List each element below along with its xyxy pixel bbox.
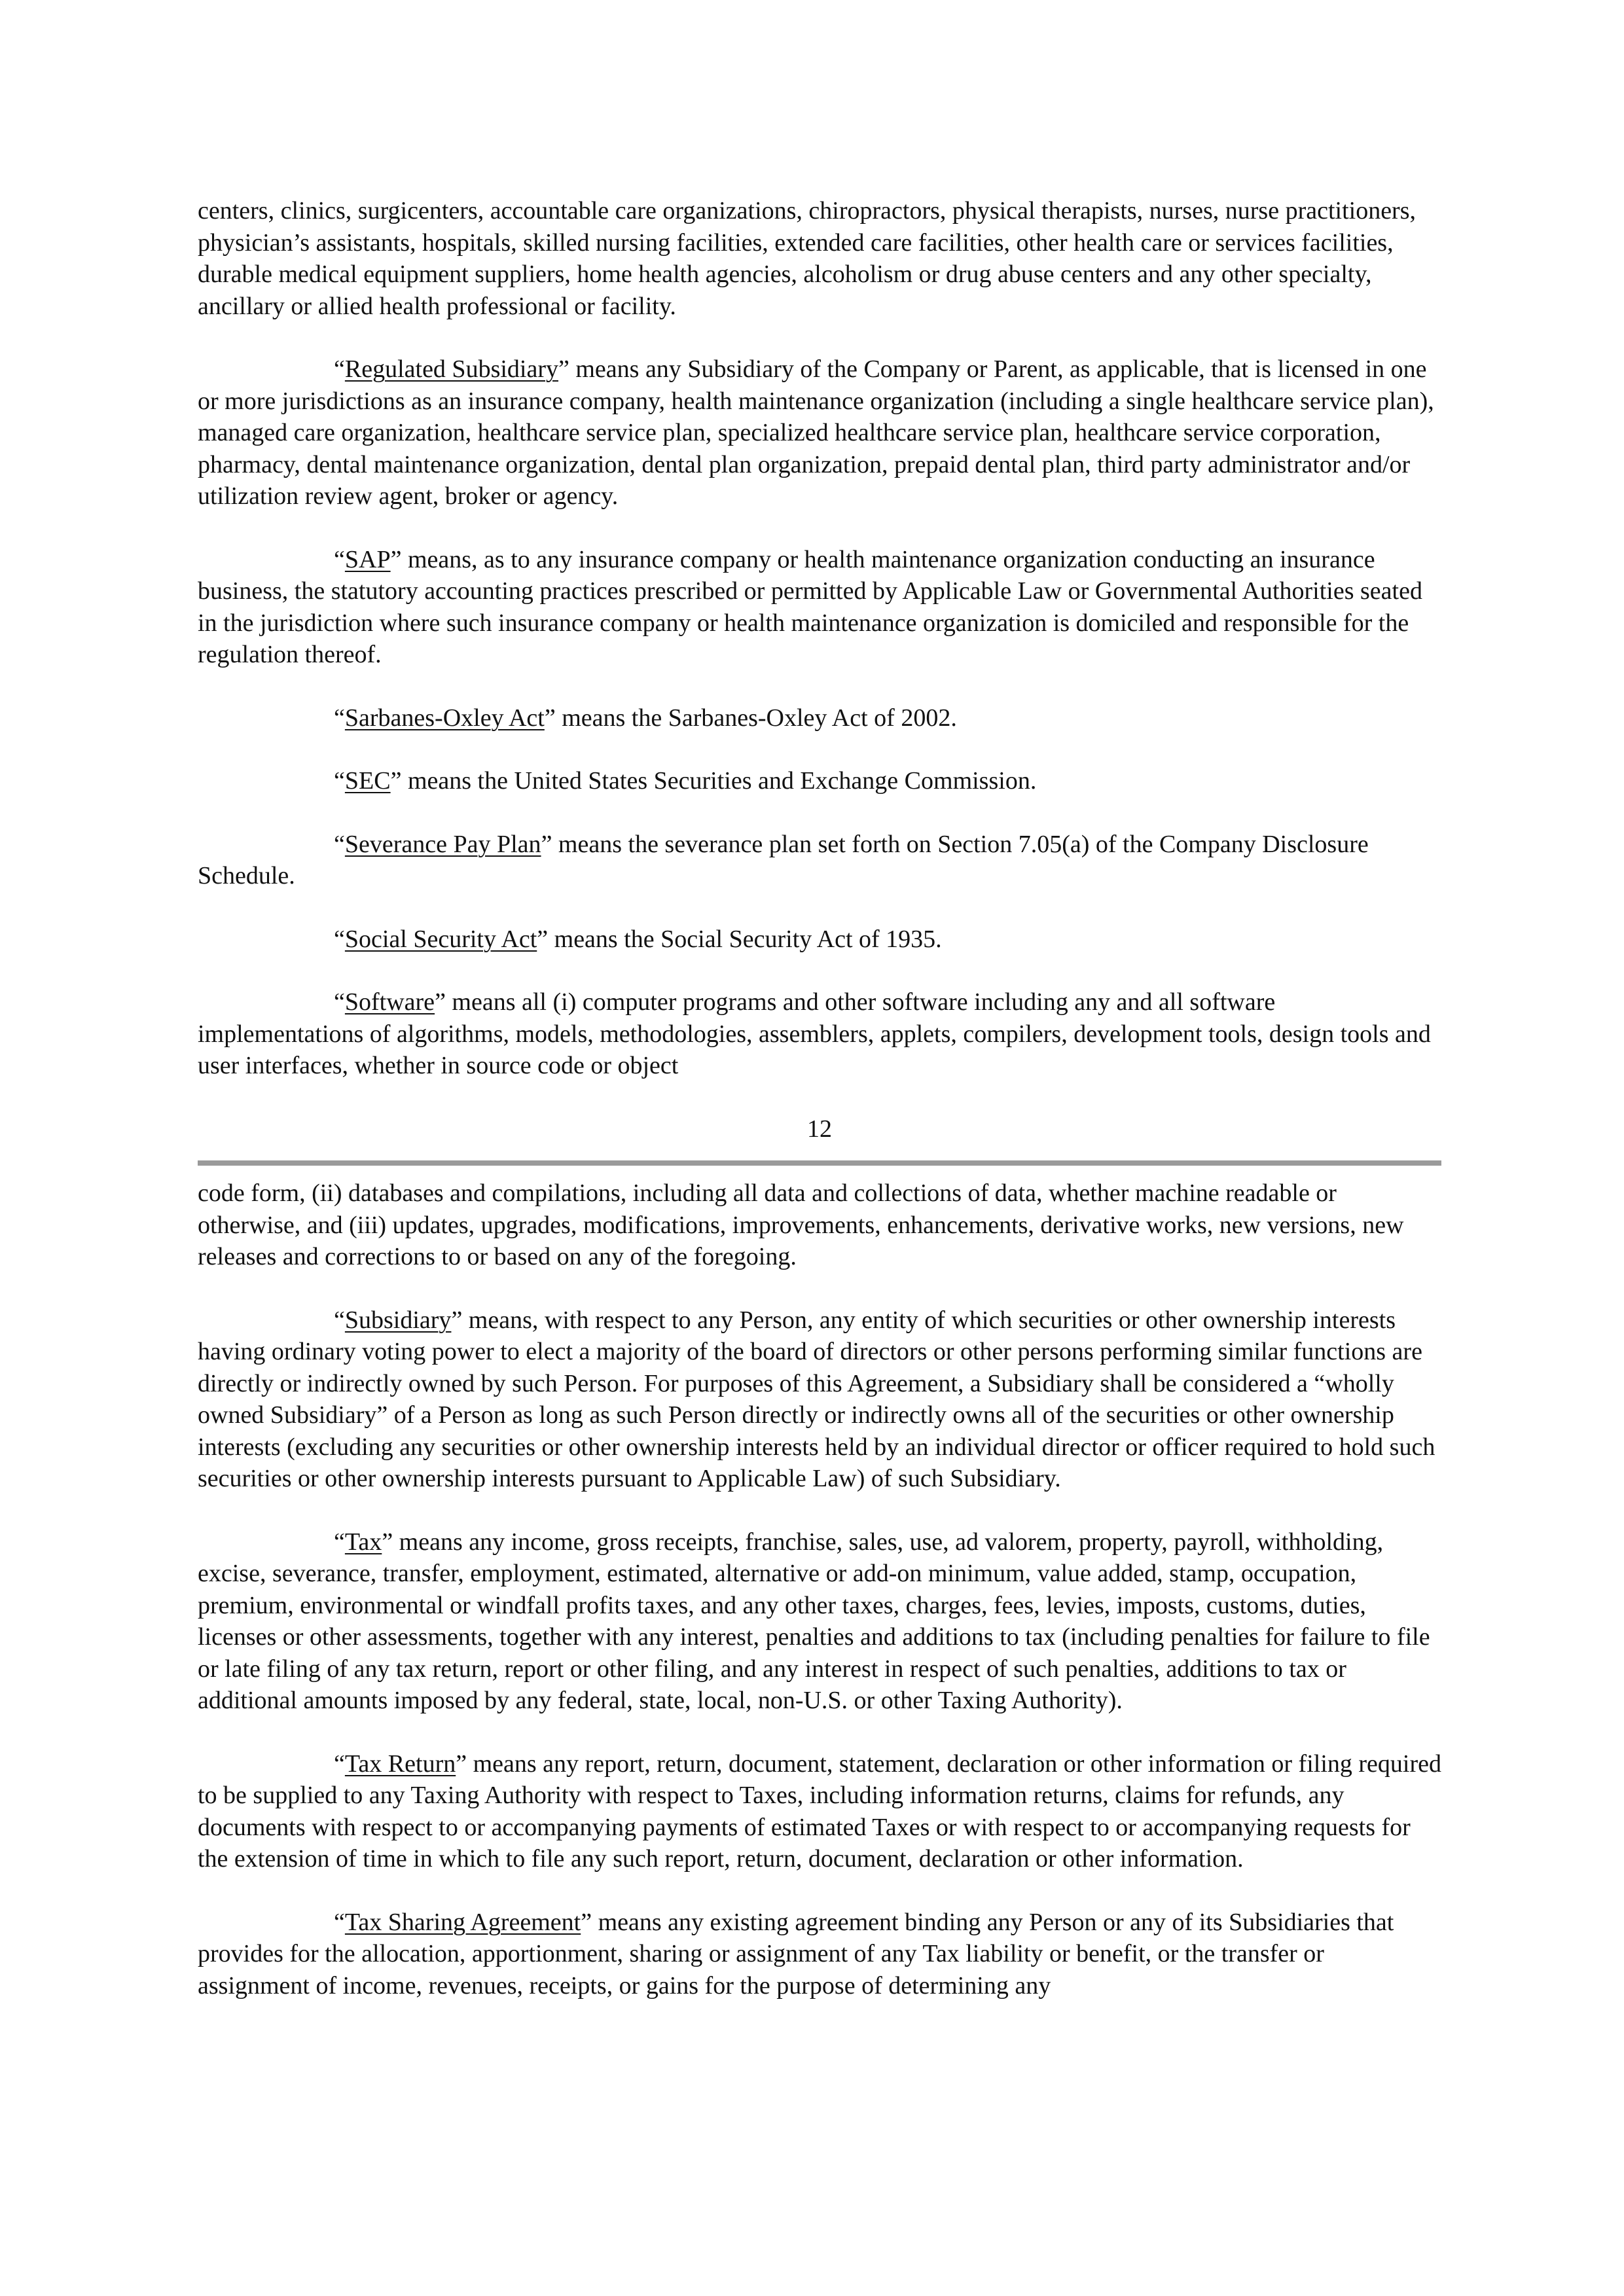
definition-text: ” means the Social Security Act of 1935.	[537, 925, 942, 953]
continuation-paragraph-bottom: code form, (ii) databases and compilations, including all data and collections of data, whether machine readable or otherwise, and (iii) updates, upgrades, modifications, improvements, enhancements, derivative works, new versions, new releases and corrections to or based on any of the foregoing.	[198, 1179, 1404, 1270]
definition-text: ” means the Sarbanes-Oxley Act of 2002.	[544, 704, 957, 732]
definition-social-security-act: “Social Security Act” means the Social Security Act of 1935.	[334, 925, 942, 953]
definition-text: ” means any Subsidiary of the Company or Parent, as applicable, that is licensed in one or more jurisdictions as an insurance company, health maintenance organization (including a single healthcare service plan), managed care organization, healthcare service plan, specialized healthcare service plan, healthcare service corporation, pharmacy, dental maintenance organization, dental plan organization, prepaid dental plan, third party administrator and/or utilization review agent, broker or agency.	[198, 355, 1434, 510]
definition-sap: “SAP” means, as to any insurance company or health maintenance organization conducting an insurance business, the statutory accounting practices prescribed or permitted by Applicable Law or Governmental Authorities seated in the jurisdiction where such insurance company or health maintenance organization is domiciled and responsible for the regulation thereof.	[198, 545, 1422, 668]
definition-sarbanes-oxley-act: “Sarbanes-Oxley Act” means the Sarbanes-Oxley Act of 2002.	[334, 704, 957, 732]
definition-text: ” means any report, return, document, statement, declaration or other information or filing required to be supplied to any Taxing Authority with respect to Taxes, including information returns, claims for refunds, any documents with respect to or accompanying payments of estimated Taxes or with respect to or accompanying requests for the extension of time in which to file any such report, return, document, declaration or other information.	[198, 1749, 1441, 1873]
definition-severance-pay-plan: “Severance Pay Plan” means the severance plan set forth on Section 7.05(a) of the Company Disclosure Schedule.	[198, 830, 1369, 889]
definition-text: ” means the severance plan set forth on Section 7.05(a) of the Company Disclosure Schedule.	[198, 830, 1369, 889]
continuation-paragraph-top: centers, clinics, surgicenters, accountable care organizations, chiropractors, physical therapists, nurses, nurse practitioners, physician’s assistants, hospitals, skilled nursing facilities, extended care facilities, other health care or services facilities, durable medical equipment suppliers, home health agencies, alcoholism or drug abuse centers and any other specialty, ancillary or allied health professional or facility.	[198, 197, 1416, 320]
page-number: 12	[807, 1115, 832, 1143]
definition-text: ” means, with respect to any Person, any entity of which securities or other ownership interests having ordinary voting power to elect a majority of the board of directors or other persons performing similar functions are directly or indirectly owned by such Person. For purposes of this Agreement, a Subsidiary shall be considered a “wholly owned Subsidiary” of a Person as long as such Person directly or indirectly owns all of the securities or other ownership interests (excluding any securities or other ownership interests held by an individual director or officer required to hold such securities or other ownership interests pursuant to Applicable Law) of such Subsidiary.	[198, 1306, 1435, 1492]
defined-term: Software	[344, 988, 435, 1016]
definition-text: ” means all (i) computer programs and other software including any and all software implementations of algorithms, models, methodologies, assemblers, applets, compilers, development tools, design tools and user interfaces, whether in source code or object	[198, 988, 1431, 1079]
definition-text: ” means any existing agreement binding any Person or any of its Subsidiaries that provides for the allocation, apportionment, sharing or assignment of any Tax liability or benefit, or the transfer or assignment of income, revenues, receipts, or gains for the purpose of determining any	[198, 1908, 1394, 2000]
defined-term: SAP	[344, 545, 391, 573]
definition-software: “Software” means all (i) computer programs and other software including any and all software implementations of algorithms, models, methodologies, assemblers, applets, compilers, development tools, design tools and user interfaces, whether in source code or object	[198, 988, 1431, 1079]
definition-text: ” means any income, gross receipts, franchise, sales, use, ad valorem, property, payroll, withholding, excise, severance, transfer, employment, estimated, alternative or add-on minimum, value added, stamp, occupation, premium, environmental or windfall profits taxes, and any other taxes, charges, fees, levies, imposts, customs, duties, licenses or other assessments, together with any interest, penalties and additions to tax (including penalties for failure to file or late filing of any tax return, report or other filing, and any interest in respect of such penalties, additions to tax or additional amounts imposed by any federal, state, local, non-U.S. or other Taxing Authority).	[198, 1528, 1430, 1714]
definition-tax-sharing-agreement: “Tax Sharing Agreement” means any existing agreement binding any Person or any of its Subsidiaries that provides for the allocation, apportionment, sharing or assignment of any Tax liability or benefit, or the transfer or assignment of income, revenues, receipts, or gains for the purpose of determining any	[198, 1908, 1394, 2000]
document-page	[198, 195, 1441, 2001]
definition-regulated-subsidiary: “Regulated Subsidiary” means any Subsidiary of the Company or Parent, as applicable, that is licensed in one or more jurisdictions as an insurance company, health maintenance organization (including a single healthcare service plan), managed care organization, healthcare service plan, specialized healthcare service plan, healthcare service corporation, pharmacy, dental maintenance organization, dental plan organization, prepaid dental plan, third party administrator and/or utilization review agent, broker or agency.	[198, 355, 1434, 510]
page-break-divider	[198, 1160, 1441, 1166]
defined-term: Regulated Subsidiary	[344, 355, 558, 383]
defined-term: Social Security Act	[344, 925, 537, 953]
definition-text: ” means the United States Securities and Exchange Commission.	[390, 767, 1037, 795]
definition-sec: “SEC” means the United States Securities and Exchange Commission.	[334, 767, 1037, 795]
definition-tax: “Tax” means any income, gross receipts, franchise, sales, use, ad valorem, property, payroll, withholding, excise, severance, transfer, employment, estimated, alternative or add-on minimum, value added, stamp, occupation, premium, environmental or windfall profits taxes, and any other taxes, charges, fees, levies, imposts, customs, duties, licenses or other assessments, together with any interest, penalties and additions to tax (including penalties for failure to file or late filing of any tax return, report or other filing, and any interest in respect of such penalties, additions to tax or additional amounts imposed by any federal, state, local, non-U.S. or other Taxing Authority).	[198, 1528, 1430, 1714]
definition-subsidiary: “Subsidiary” means, with respect to any Person, any entity of which securities or other ownership interests having ordinary voting power to elect a majority of the board of directors or other persons performing similar functions are directly or indirectly owned by such Person. For purposes of this Agreement, a Subsidiary shall be considered a “wholly owned Subsidiary” of a Person as long as such Person directly or indirectly owns all of the securities or other ownership interests (excluding any securities or other ownership interests held by an individual director or officer required to hold such securities or other ownership interests pursuant to Applicable Law) of such Subsidiary.	[198, 1306, 1435, 1492]
defined-term: Tax Sharing Agreement	[344, 1908, 581, 1936]
defined-term: Subsidiary	[344, 1306, 452, 1334]
definition-tax-return: “Tax Return” means any report, return, document, statement, declaration or other information or filing required to be supplied to any Taxing Authority with respect to Taxes, including information returns, claims for refunds, any documents with respect to or accompanying payments of estimated Taxes or with respect to or accompanying requests for the extension of time in which to file any such report, return, document, declaration or other information.	[198, 1749, 1441, 1873]
defined-term: Tax Return	[344, 1749, 456, 1778]
defined-term: Severance Pay Plan	[344, 830, 541, 858]
defined-term: Tax	[344, 1528, 382, 1556]
definition-text: ” means, as to any insurance company or health maintenance organization conducting an insurance business, the statutory accounting practices prescribed or permitted by Applicable Law or Governmental Authorities seated in the jurisdiction where such insurance company or health maintenance organization is domiciled and responsible for the regulation thereof.	[198, 545, 1422, 668]
defined-term: SEC	[344, 767, 391, 795]
defined-term: Sarbanes-Oxley Act	[344, 704, 545, 732]
